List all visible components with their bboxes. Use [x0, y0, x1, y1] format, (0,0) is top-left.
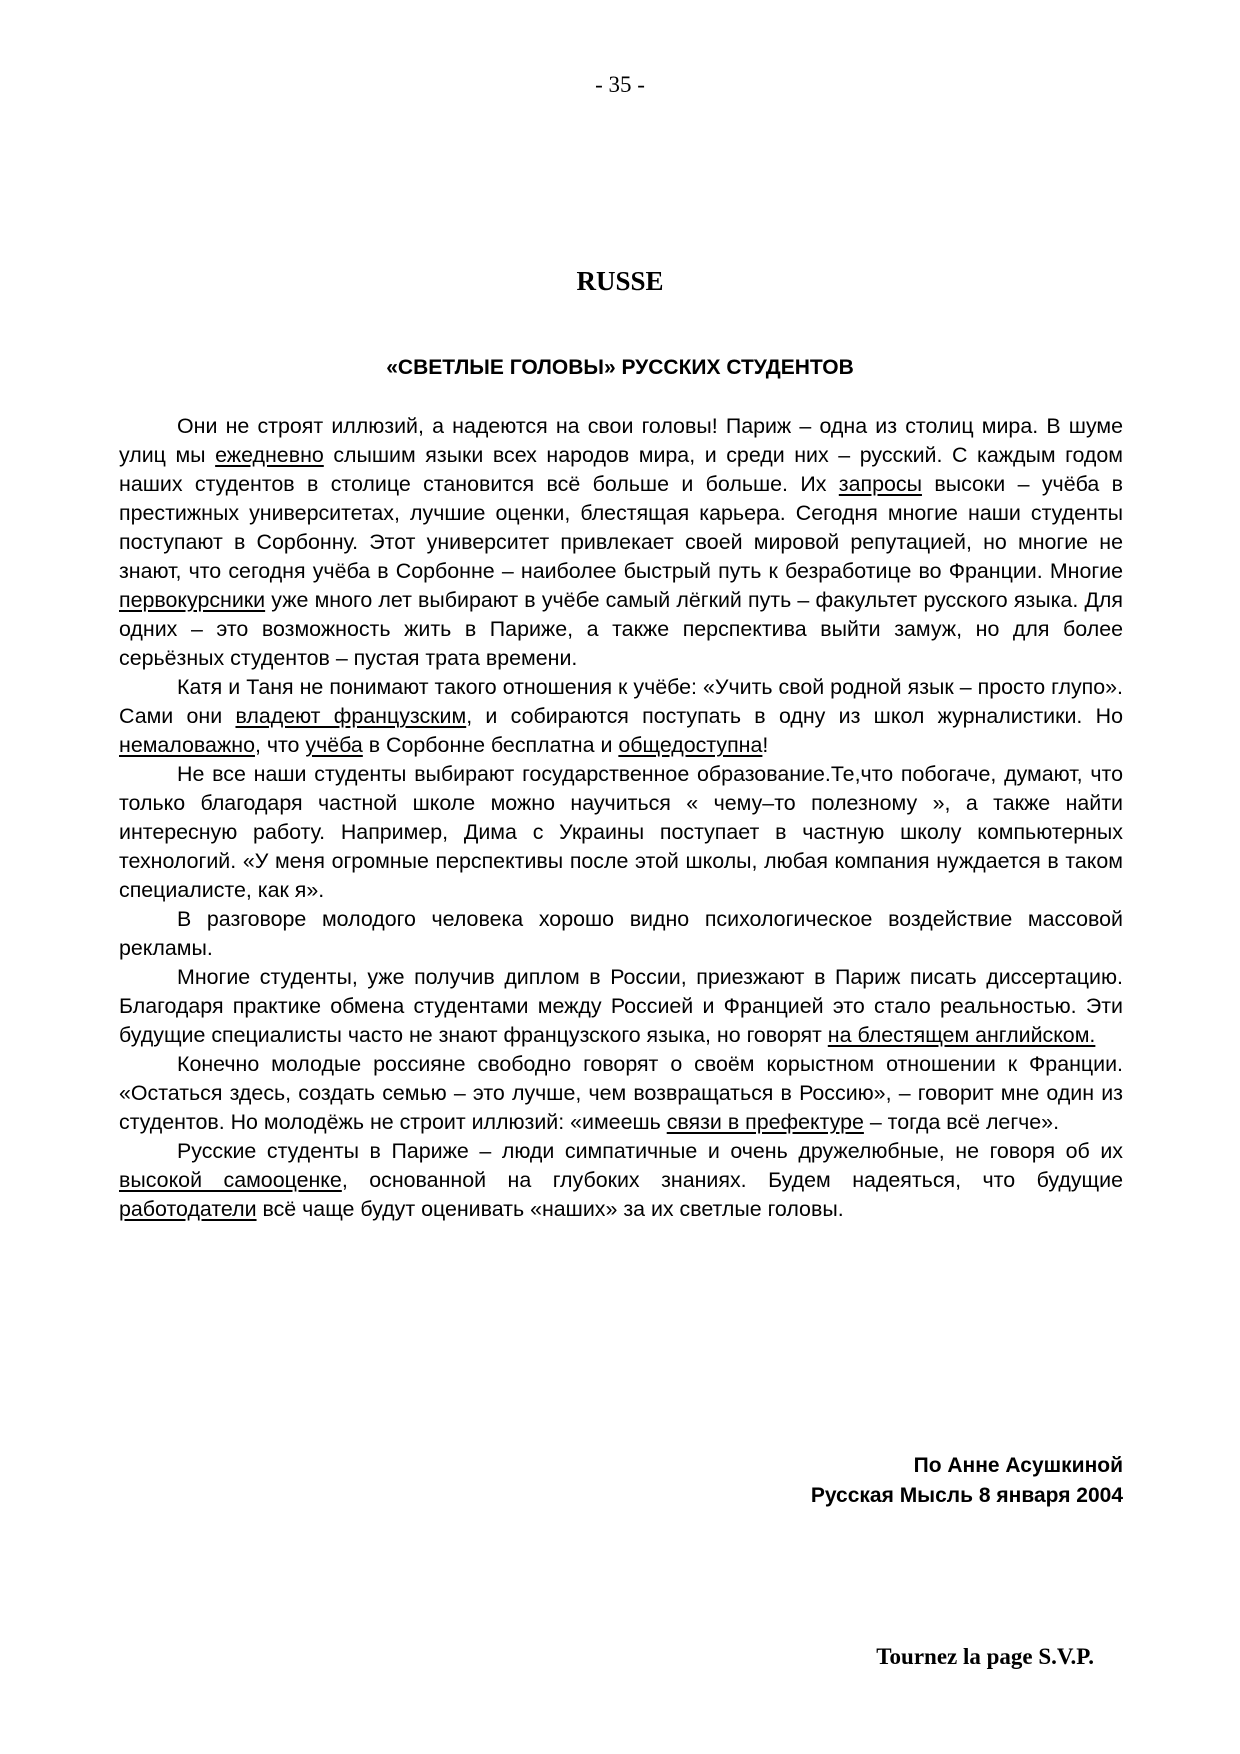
underlined-term: ежедневно [215, 443, 324, 467]
text-segment: , основанной на глубоких знаниях. Будем надеяться, что будущие [341, 1168, 1124, 1192]
paragraph-2 [119, 673, 1123, 760]
underlined-term: общедоступна [618, 733, 763, 757]
text-segment: Многие студенты, уже получив диплом в России, приезжают в Париж писать диссертацию. Благодаря практике обмена студентами между Россией и Францией это стало реальностью. Эти будущие специалисты часто не знают французского языка, но говорят [119, 965, 1123, 1047]
underlined-term: запросы [838, 472, 922, 496]
text-segment: слышим языки всех народов мира, и среди них – русский. С каждым годом наших студентов в столице становится всё больше и больше. Их [119, 443, 1124, 496]
text-segment: всё чаще будут оценивать «наших» за их светлые головы. [256, 1197, 844, 1221]
article-title: «СВЕТЛЫЕ ГОЛОВЫ» РУССКИХ СТУДЕНТОВ [386, 356, 854, 379]
underlined-term: первокурсники [119, 588, 266, 612]
section-title: RUSSE [576, 266, 664, 296]
text-segment: Русские студенты в Париже – люди симпатичные и очень дружелюбные, не говоря об их [177, 1139, 1123, 1163]
text-segment: Катя и Таня не понимают такого отношения к учёбе: «Учить свой родной язык – просто глупо». Сами они [119, 675, 1123, 728]
underlined-term: высокой самооценке [119, 1168, 342, 1192]
signature-source: Русская Мысль 8 января 2004 [810, 1484, 1123, 1507]
underlined-term: работодатели [119, 1197, 257, 1221]
article-body [119, 412, 1123, 1224]
text-segment: Не все наши студенты выбирают государственное образование.Те,что побогаче, думают, что только благодаря частной школе можно научиться « чему–то полезному », а также найти интересную работу. Например, Дима с Украины поступает в частную школу компьютерных технологий. «У меня огромные перспективы после этой школы, любая компания нуждается в таком специалисте, как я». [119, 762, 1123, 902]
text-segment: , и собираются поступать в одну из школ журналистики. Но [466, 704, 1123, 728]
text-segment: ! [762, 733, 769, 757]
text-segment: высоки – учёба в престижных университетах, лучшие оценки, блестящая карьера. Сегодня многие наши студенты поступают в Сорбонну. Этот университет привлекает своей мировой репутацией, но многие не знают, что сегодня учёба в Сорбонне – наиболее быстрый путь к безработице во Франции. Многие [119, 472, 1123, 583]
underlined-term: учёба [305, 733, 363, 757]
footer-note: Tournez la page S.V.P. [876, 1644, 1094, 1669]
signature [811, 1451, 1123, 1511]
underlined-term: немаловажно [119, 733, 255, 757]
text-segment: Конечно молодые россияне свободно говорят о своём корыстном отношении к Франции. «Остаться здесь, создать семью – это лучше, чем возвращаться в Россию», – говорит мне один из студентов. Но молодёжь не строит иллюзий: «имеешь [119, 1052, 1123, 1134]
paragraph-3 [119, 760, 1123, 905]
paragraph-5 [119, 963, 1123, 1050]
text-segment: уже много лет выбирают в учёбе самый лёгкий путь – факультет русского языка. Для одних – это возможность жить в Париже, а также перспектива выйти замуж, но для более серьёзных студентов – пустая трата времени. [119, 588, 1123, 670]
underlined-term: на блестящем английском. [827, 1023, 1096, 1047]
paragraph-1 [119, 412, 1123, 673]
signature-author: По Анне Асушкиной [913, 1454, 1123, 1477]
text-segment: в Сорбонне бесплатна и [362, 733, 619, 757]
text-segment: , что [254, 733, 306, 757]
text-segment: – тогда всё легче». [863, 1110, 1060, 1134]
page-number: - 35 - [595, 72, 645, 97]
paragraph-4 [119, 905, 1123, 963]
text-segment: Они не строят иллюзий, а надеются на свои головы! Париж – одна из столиц мира. В шуме улиц мы [119, 414, 1123, 467]
paragraph-7 [119, 1137, 1123, 1224]
underlined-term: связи в префектуре [666, 1110, 864, 1134]
text-segment: В разговоре молодого человека хорошо видно психологическое воздействие массовой рекламы. [119, 907, 1123, 960]
paragraph-6 [119, 1050, 1123, 1137]
underlined-term: владеют французским [235, 704, 467, 728]
